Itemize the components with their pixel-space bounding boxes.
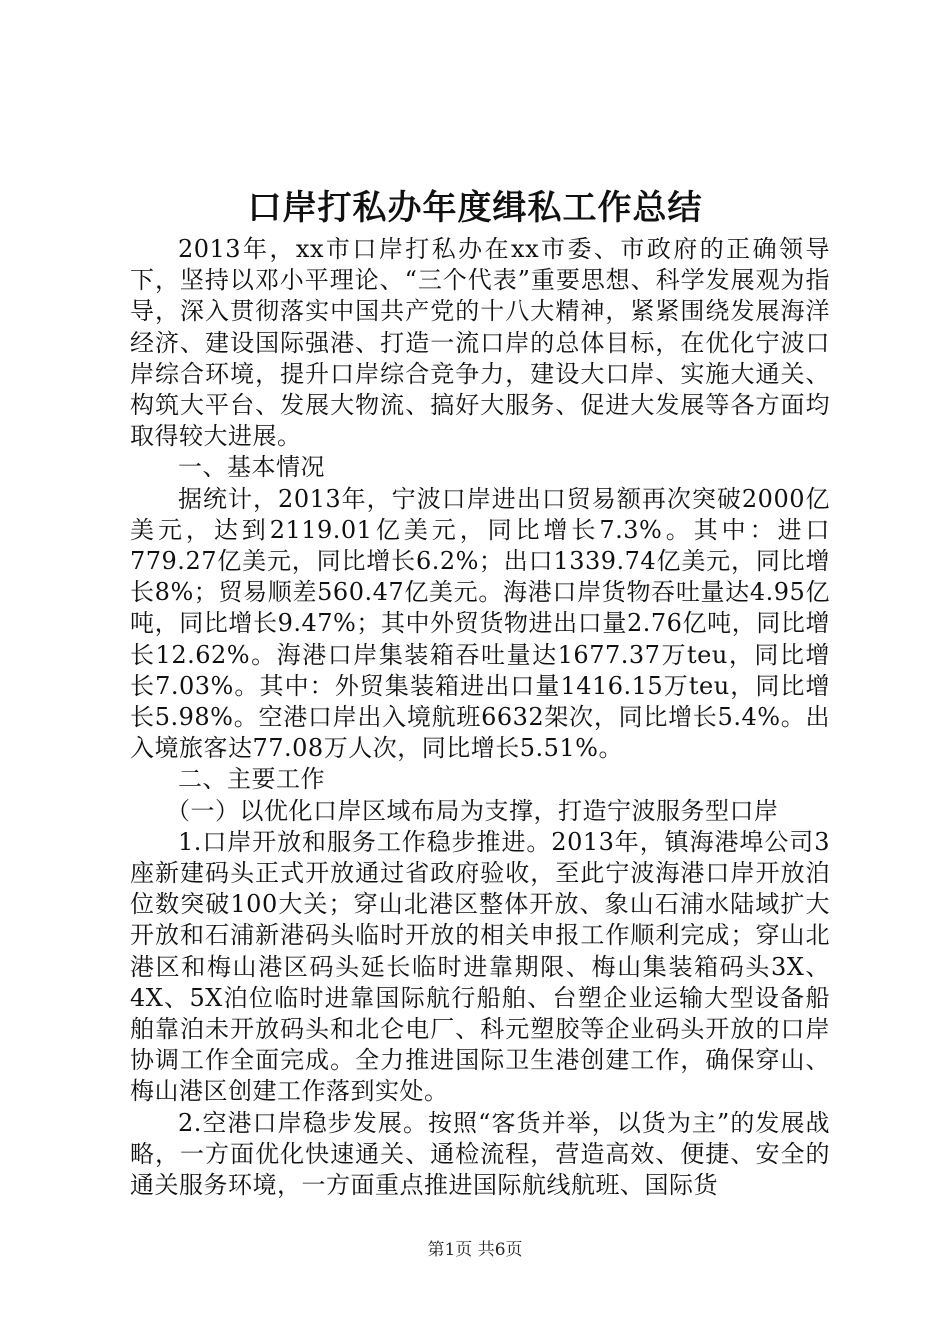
document-title: 口岸打私办年度缉私工作总结	[247, 188, 703, 228]
item-paragraph-1: 1.口岸开放和服务工作稳步推进。2013年，镇海港埠公司3座新建码头正式开放通过省政府验收，至此宁波海港口岸开放泊位数突破100大关；穿山北港区整体开放、象山石浦水陆域扩大开放和石浦新港码头临时开放的相关申报工作顺利完成；穿山北港区和梅山港区码头延长临时进靠期限、梅山集装箱码头3X、4X、5X泊位临时进靠国际航行船舶、台塑企业运输大型设备船舶靠泊未开放码头和北仑电厂、科元塑胶等企业码头开放的口岸协调工作全面完成。全力推进国际卫生港创建工作，确保穿山、梅山港区创建工作落到实处。	[130, 827, 830, 1106]
section-heading-basic: 一、基本情况	[178, 453, 325, 482]
item-paragraph-2: 2.空港口岸稳步发展。按照“客货并举，以货为主”的发展战略，一方面优化快速通关、通检流程，营造高效、便捷、安全的通关服务环境，一方面重点推进国际航线航班、国际货	[130, 1108, 830, 1200]
section-heading-main-work: 二、主要工作	[178, 765, 325, 794]
basic-situation-paragraph: 据统计，2013年，宁波口岸进出口贸易额再次突破2000亿美元，达到2119.01亿美元，同比增长7.3%。其中：进口779.27亿美元，同比增长6.2%；出口1339.74亿美元，同比增长8%；贸易顺差560.47亿美元。海港口岸货物吞吐量达4.95亿吨，同比增长9.47%；其中外贸货物进出口量2.76亿吨，同比增长12.62%。海港口岸集装箱吞吐量达1677.37万teu，同比增长7.03%。其中：外贸集装箱进出口量1416.15万teu，同比增长5.98%。空港口岸出入境航班6632架次，同比增长5.4%。出入境旅客达77.08万人次，同比增长5.51%。	[130, 484, 830, 763]
page-footer: 第1页 共6页	[427, 1240, 523, 1260]
document-body	[130, 234, 830, 1201]
intro-paragraph: 2013年，xx市口岸打私办在xx市委、市政府的正确领导下，坚持以邓小平理论、“三个代表”重要思想、科学发展观为指导，深入贯彻落实中国共产党的十八大精神，紧紧围绕发展海洋经济、建设国际强港、打造一流口岸的总体目标，在优化宁波口岸综合环境，提升口岸综合竞争力，建设大口岸、实施大通关、构筑大平台、发展大物流、搞好大服务、促进大发展等各方面均取得较大进展。	[130, 235, 830, 451]
subsection-heading-1: （一）以优化口岸区域布局为支撑，打造宁波服务型口岸	[166, 796, 779, 825]
